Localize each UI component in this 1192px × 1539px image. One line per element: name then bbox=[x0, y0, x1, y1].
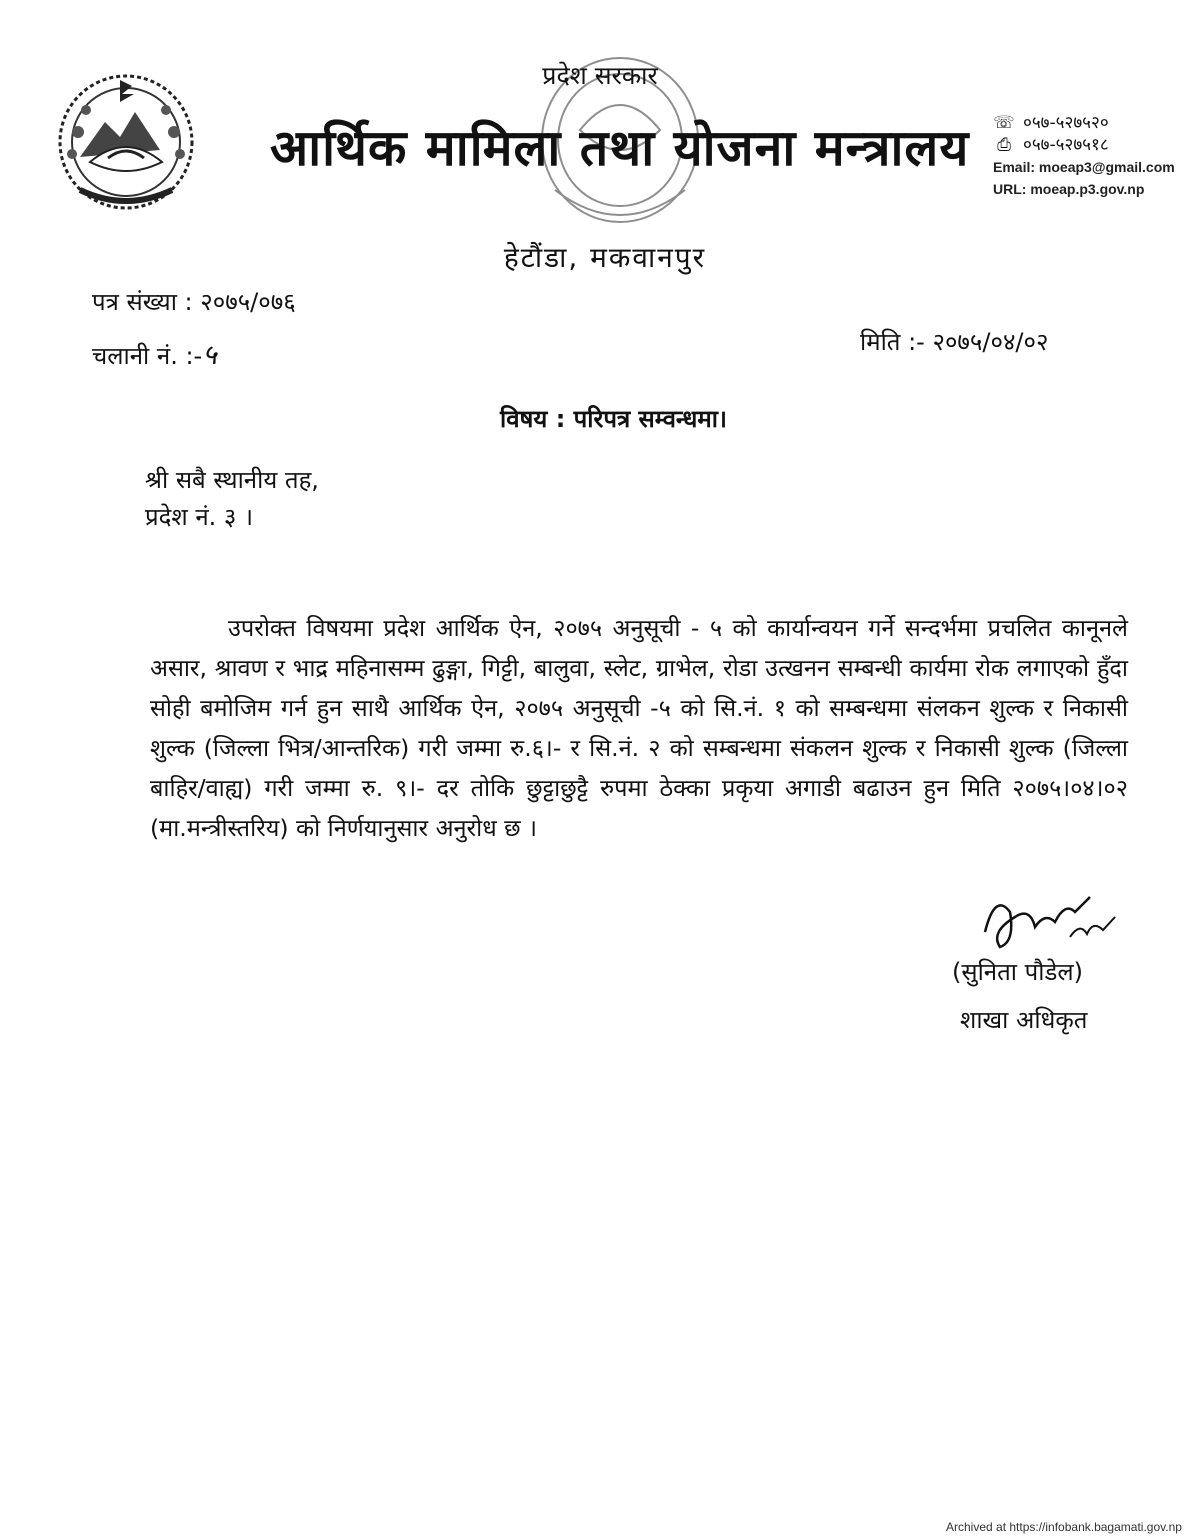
nepal-emblem-icon bbox=[50, 62, 202, 212]
letter-date: मिति :- २०७५/०४/०२ bbox=[860, 328, 1049, 356]
phone-row bbox=[993, 112, 1183, 134]
handwritten-signature bbox=[975, 872, 1125, 962]
ministry-name: आर्थिक मामिला तथा योजना मन्त्रालय bbox=[270, 119, 970, 177]
addressee-line-2: प्रदेश नं. ३ । bbox=[145, 503, 254, 531]
letter-body: उपरोक्त विषयमा प्रदेश आर्थिक ऐन, २०७५ अनुसूची - ५ को कार्यान्वयन गर्ने सन्दर्भमा प्रचलित कानूनले असार, श्रावण र भाद्र महिनासम्म ढुङ्गा, गिट्टी, बालुवा, स्लेट, ग्राभेल, रोडा उत्खनन सम्बन्धी कार्यमा रोक लगाएको हुँदा सोही बमोजिम गर्न हुन साथै आर्थिक ऐन, २०७५ अनुसूची -५ को सि.नं. १ को सम्बन्धमा संलकन शुल्क र निकासी शुल्क (जिल्ला भित्र/आन्तरिक) गरी जम्मा रु.६।- र सि.नं. २ को सम्बन्धमा संकलन शुल्क र निकासी शुल्क (जिल्ला बाहिर/वाह्य) गरी जम्मा रु. ९।- दर तोकि छुट्टाछुट्टै रुपमा ठेक्का प्रकृया अगाडी बढाउन हुन मिति २०७५।०४।०२ (मा.मन्त्रीस्तरिय) को निर्णयानुसार अनुरोध छ । bbox=[150, 614, 1128, 842]
dispatch-number-value: ५ bbox=[202, 338, 217, 371]
signatory-name: (सुनिता पौडेल) bbox=[952, 958, 1083, 986]
dispatch-label: चलानी नं. :- bbox=[92, 342, 203, 370]
signatory-designation: शाखा अधिकृत bbox=[960, 1006, 1088, 1034]
contact-block bbox=[993, 112, 1183, 200]
office-location: हेटौंडा, मकवानपुर bbox=[503, 241, 707, 274]
government-name: प्रदेश सरकार bbox=[542, 61, 658, 90]
email-address: Email: moeap3@gmail.com bbox=[993, 159, 1175, 175]
fax-icon: ⎙ bbox=[997, 135, 1011, 155]
phone-icon: ☏ bbox=[993, 113, 1015, 133]
fax-row bbox=[993, 134, 1183, 156]
dispatch-number bbox=[92, 335, 217, 373]
archive-footer: Archived at https://infobank.bagamati.gov.np bbox=[946, 1520, 1182, 1534]
addressee-line-1: श्री सबै स्थानीय तह, bbox=[145, 466, 319, 494]
website-url: URL: moeap.p3.gov.np bbox=[993, 181, 1145, 197]
letter-number: पत्र संख्या : २०७५/०७६ bbox=[92, 288, 296, 316]
letter-subject: विषय : परिपत्र सम्वन्धमा। bbox=[500, 405, 727, 433]
addressee bbox=[145, 462, 319, 536]
fax-number: ०५७-५२७५१८ bbox=[1023, 135, 1109, 155]
phone-number: ०५७-५२७५२० bbox=[1023, 113, 1109, 133]
